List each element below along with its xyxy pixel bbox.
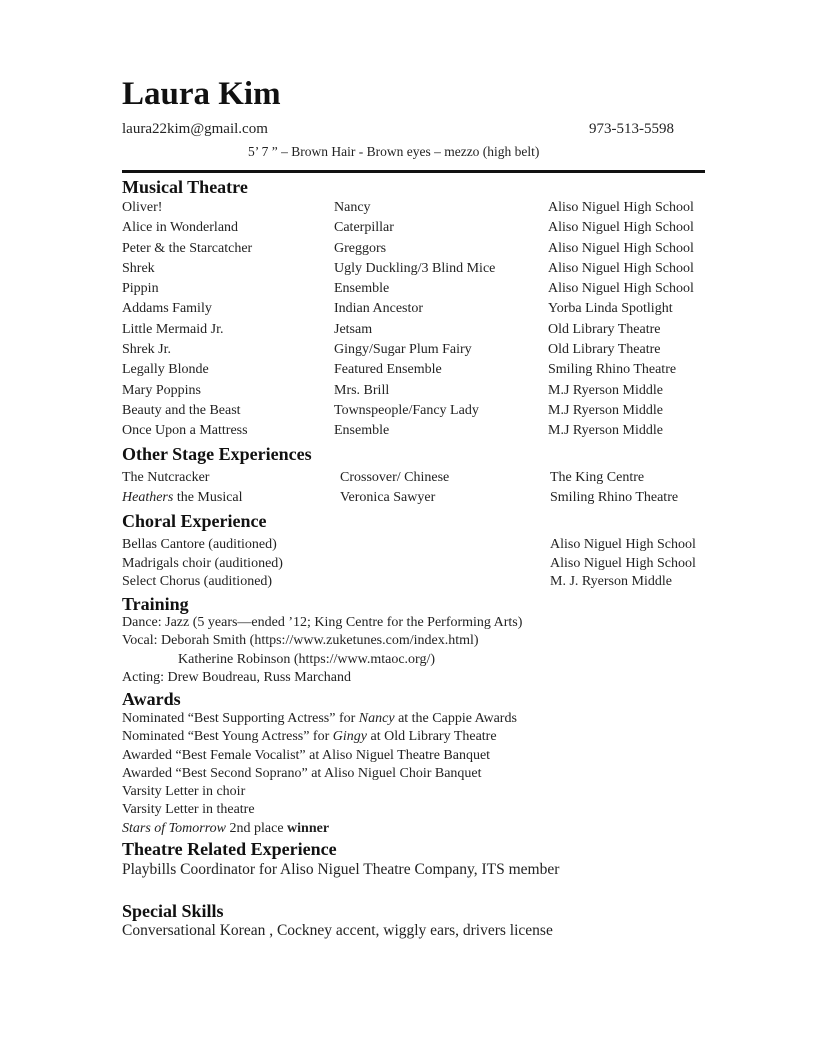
award-item: Varsity Letter in choir bbox=[122, 784, 246, 800]
show-title: Little Mermaid Jr. bbox=[122, 321, 224, 337]
show-title: Shrek Jr. bbox=[122, 342, 171, 358]
credit-row bbox=[0, 361, 828, 381]
award-result: winner bbox=[287, 820, 330, 836]
show-title: Pippin bbox=[122, 281, 159, 297]
show-title: Once Upon a Mattress bbox=[122, 423, 248, 439]
show-title-italic: Heathers bbox=[122, 490, 174, 506]
credit-row bbox=[0, 199, 828, 219]
awards-list bbox=[122, 710, 762, 838]
role-name: Mrs. Brill bbox=[334, 382, 390, 398]
role-name: Ensemble bbox=[334, 281, 390, 297]
venue-name: Smiling Rhino Theatre bbox=[550, 490, 679, 506]
role-name: Gingy/Sugar Plum Fairy bbox=[334, 342, 472, 358]
award-text: 2nd place bbox=[226, 820, 288, 836]
section-title-training: Training bbox=[122, 594, 189, 614]
award-item: Awarded “Best Female Vocalist” at Aliso Niguel Theatre Banquet bbox=[122, 747, 491, 763]
award-text: at the Cappie Awards bbox=[394, 711, 517, 726]
role-name: Veronica Sawyer bbox=[340, 490, 436, 506]
show-title: Alice in Wonderland bbox=[122, 220, 239, 236]
credit-row bbox=[0, 321, 828, 341]
venue-name: Aliso Niguel High School bbox=[548, 220, 694, 236]
section-title-choral: Choral Experience bbox=[122, 511, 267, 531]
show-title: Mary Poppins bbox=[122, 382, 201, 398]
credit-row bbox=[0, 469, 828, 489]
credit-row bbox=[0, 341, 828, 361]
role-name: Jetsam bbox=[334, 321, 373, 337]
credit-row bbox=[0, 573, 828, 592]
resume-name: Laura Kim bbox=[122, 76, 281, 112]
role-name: Townspeople/Fancy Lady bbox=[334, 402, 479, 418]
choir-name: Madrigals choir (auditioned) bbox=[122, 555, 283, 571]
musical-theatre-list bbox=[0, 199, 828, 443]
venue-name: Aliso Niguel High School bbox=[550, 555, 696, 571]
show-title: Beauty and the Beast bbox=[122, 402, 241, 418]
role-name: Ensemble bbox=[334, 423, 390, 439]
venue-name: Aliso Niguel High School bbox=[548, 240, 694, 256]
section-title-other-stage: Other Stage Experiences bbox=[122, 444, 312, 464]
show-title: Addams Family bbox=[122, 301, 212, 317]
venue-name: Old Library Theatre bbox=[548, 321, 661, 337]
award-item: Varsity Letter in theatre bbox=[122, 802, 255, 818]
show-title: Shrek bbox=[122, 260, 155, 276]
physical-stats: 5’ 7 ” – Brown Hair - Brown eyes – mezzo (high belt) bbox=[248, 144, 540, 159]
role-name: Indian Ancestor bbox=[334, 301, 424, 317]
award-role: Nancy bbox=[358, 711, 395, 726]
show-title-rest: the Musical bbox=[173, 490, 243, 506]
venue-name: Aliso Niguel High School bbox=[548, 281, 694, 297]
venue-name: M.J Ryerson Middle bbox=[548, 382, 663, 398]
credit-row bbox=[0, 422, 828, 442]
credit-row bbox=[0, 240, 828, 260]
award-role: Gingy bbox=[332, 729, 367, 745]
award-program: Stars of Tomorrow bbox=[122, 820, 227, 836]
role-name: Caterpillar bbox=[334, 220, 394, 236]
choir-name: Select Chorus (auditioned) bbox=[122, 574, 273, 589]
section-title-awards: Awards bbox=[122, 689, 181, 709]
section-title-special-skills: Special Skills bbox=[122, 901, 224, 921]
award-item: Awarded “Best Second Soprano” at Aliso Niguel Choir Banquet bbox=[122, 765, 482, 781]
role-name: Nancy bbox=[334, 200, 371, 215]
venue-name: M.J Ryerson Middle bbox=[548, 423, 663, 439]
training-list bbox=[122, 614, 762, 687]
training-vocal-second: Katherine Robinson (https://www.mtaoc.org/) bbox=[178, 651, 436, 667]
venue-name: Aliso Niguel High School bbox=[548, 200, 694, 215]
role-name: Ugly Duckling/3 Blind Mice bbox=[334, 260, 496, 276]
award-text: Nominated “Best Young Actress” for bbox=[122, 729, 333, 745]
theatre-related-text: Playbills Coordinator for Aliso Niguel Theatre Company, ITS member bbox=[122, 861, 560, 878]
credit-row bbox=[0, 402, 828, 422]
award-item bbox=[122, 820, 762, 838]
email-address: laura22kim@gmail.com bbox=[122, 121, 268, 137]
choral-list bbox=[0, 536, 828, 592]
venue-name: M.J Ryerson Middle bbox=[548, 402, 663, 418]
section-title-musical-theatre: Musical Theatre bbox=[122, 177, 248, 197]
show-title: Peter & the Starcatcher bbox=[122, 240, 253, 256]
award-text: at Old Library Theatre bbox=[366, 729, 497, 745]
credit-row bbox=[0, 300, 828, 320]
role-name: Crossover/ Chinese bbox=[340, 470, 450, 485]
credit-row bbox=[0, 280, 828, 300]
role-name: Featured Ensemble bbox=[334, 362, 442, 378]
award-text: Nominated “Best Supporting Actress” for bbox=[122, 711, 359, 726]
section-title-theatre-related: Theatre Related Experience bbox=[122, 839, 337, 859]
role-name: Greggors bbox=[334, 240, 387, 256]
credit-row bbox=[0, 489, 828, 509]
venue-name: Aliso Niguel High School bbox=[548, 260, 694, 276]
header-divider bbox=[122, 170, 705, 173]
venue-name: Old Library Theatre bbox=[548, 342, 661, 358]
venue-name: Smiling Rhino Theatre bbox=[548, 362, 677, 378]
credit-row bbox=[0, 536, 828, 555]
phone-number: 973-513-5598 bbox=[589, 121, 674, 137]
choir-name: Bellas Cantore (auditioned) bbox=[122, 537, 277, 552]
show-title: Oliver! bbox=[122, 200, 163, 215]
award-item bbox=[122, 710, 762, 728]
venue-name: The King Centre bbox=[550, 470, 645, 485]
venue-name: Yorba Linda Spotlight bbox=[548, 301, 673, 317]
venue-name: Aliso Niguel High School bbox=[550, 537, 696, 552]
show-title: Legally Blonde bbox=[122, 362, 209, 378]
credit-row bbox=[0, 219, 828, 239]
award-item bbox=[122, 728, 762, 746]
training-vocal: Vocal: Deborah Smith (https://www.zuketunes.com/index.html) bbox=[122, 633, 479, 649]
other-stage-list bbox=[0, 469, 828, 510]
training-acting: Acting: Drew Boudreau, Russ Marchand bbox=[122, 669, 352, 685]
credit-row bbox=[0, 555, 828, 574]
credit-row bbox=[0, 260, 828, 280]
training-dance: Dance: Jazz (5 years—ended ’12; King Centre for the Performing Arts) bbox=[122, 615, 523, 630]
special-skills-text: Conversational Korean , Cockney accent, wiggly ears, drivers license bbox=[122, 922, 553, 939]
venue-name: M. J. Ryerson Middle bbox=[550, 574, 672, 589]
credit-row bbox=[0, 382, 828, 402]
show-title: The Nutcracker bbox=[122, 470, 210, 485]
show-title bbox=[122, 489, 243, 506]
